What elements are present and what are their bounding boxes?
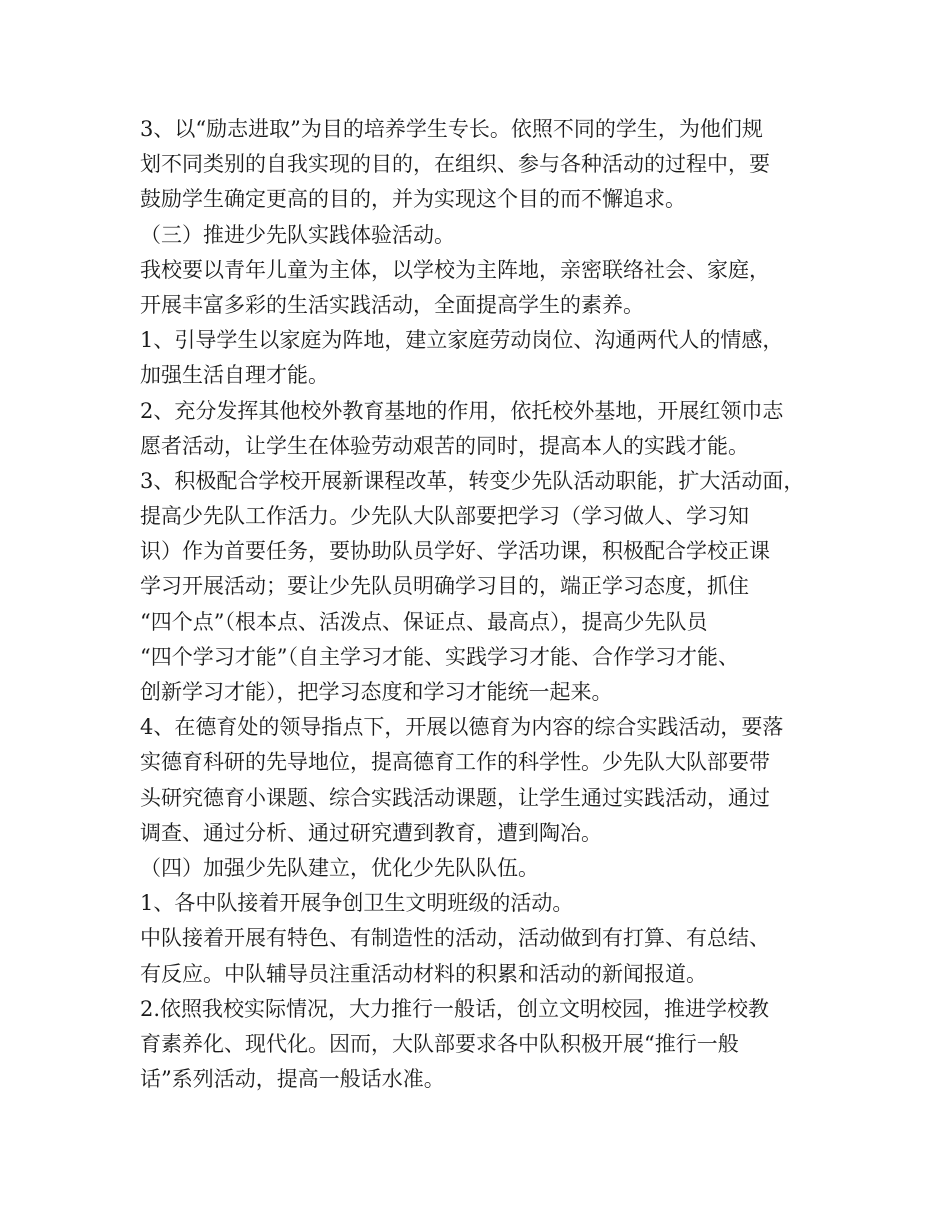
text-line: 实德育科研的先导地位，提高德育工作的科学性。少先队大队部要带 (140, 750, 770, 775)
text-line: 愿者活动，让学生在体验劳动艰苦的同时，提高本人的实践才能。 (140, 433, 749, 458)
text-line: （三）推进少先队实践体验活动。 (140, 222, 455, 247)
text-line: 提高少先队工作活力。少先队大队部要把学习（学习做人、学习知 (140, 504, 749, 529)
text-line: 1、引导学生以家庭为阵地，建立家庭劳动岗位、沟通两代人的情感， (140, 328, 784, 353)
text-line: 1、各中队接着开展争创卫生文明班级的活动。 (140, 891, 574, 916)
text-line: 3、积极配合学校开展新课程改革，转变少先队活动职能，扩大活动面， (140, 468, 805, 493)
text-line: 划不同类别的自我实现的目的，在组织、参与各种活动的过程中，要 (140, 152, 770, 177)
text-line: 2、充分发挥其他校外教育基地的作用，依托校外基地，开展红领巾志 (140, 398, 784, 423)
text-line: 3、以“励志进取”为目的培养学生专长。依照不同的学生，为他们规 (140, 117, 763, 141)
text-line: 加强生活自理才能。 (140, 363, 329, 388)
text-line: 4、在德育处的领导指点下，开展以德育为内容的综合实践活动，要落 (140, 715, 784, 740)
text-line: 育素养化、现代化。因而，大队部要求各中队积极开展“推行一般 (140, 1031, 739, 1056)
text-line: 开展丰富多彩的生活实践活动，全面提高学生的素养。 (140, 292, 644, 317)
document-body (140, 112, 830, 1097)
text-line: 创新学习才能），把学习态度和学习才能统一起来。 (140, 680, 613, 704)
text-line: “四个点”（根本点、活泼点、保证点、最高点），提高少先队员 (140, 609, 708, 634)
text-line: 头研究德育小课题、综合实践活动课题，让学生通过实践活动，通过 (140, 785, 770, 810)
text-line: “四个学习才能”（自主学习才能、实践学习才能、合作学习才能、 (140, 644, 739, 669)
text-line: 学习开展活动；要让少先队员明确学习目的，端正学习态度，抓住 (140, 574, 749, 599)
text-line: 2.依照我校实际情况，大力推行一般话，创立文明校园，推进学校教 (140, 996, 770, 1021)
text-line: 中队接着开展有特色、有制造性的活动，活动做到有打算、有总结、 (140, 926, 770, 951)
text-line: 我校要以青年儿童为主体，以学校为主阵地，亲密联络社会、家庭， (140, 257, 770, 282)
text-line: 调查、通过分析、通过研究遭到教育，遭到陶冶。 (140, 820, 602, 845)
text-line: （四）加强少先队建立，优化少先队队伍。 (140, 855, 539, 880)
text-line: 鼓励学生确定更高的目的，并为实现这个目的而不懈追求。 (140, 187, 686, 212)
text-line: 话”系列活动，提高一般话水准。 (140, 1067, 445, 1092)
text-line: 有反应。中队辅导员注重活动材料的积累和活动的新闻报道。 (140, 961, 707, 986)
text-line: 识）作为首要任务，要协助队员学好、学活功课，积极配合学校正课 (140, 539, 770, 564)
